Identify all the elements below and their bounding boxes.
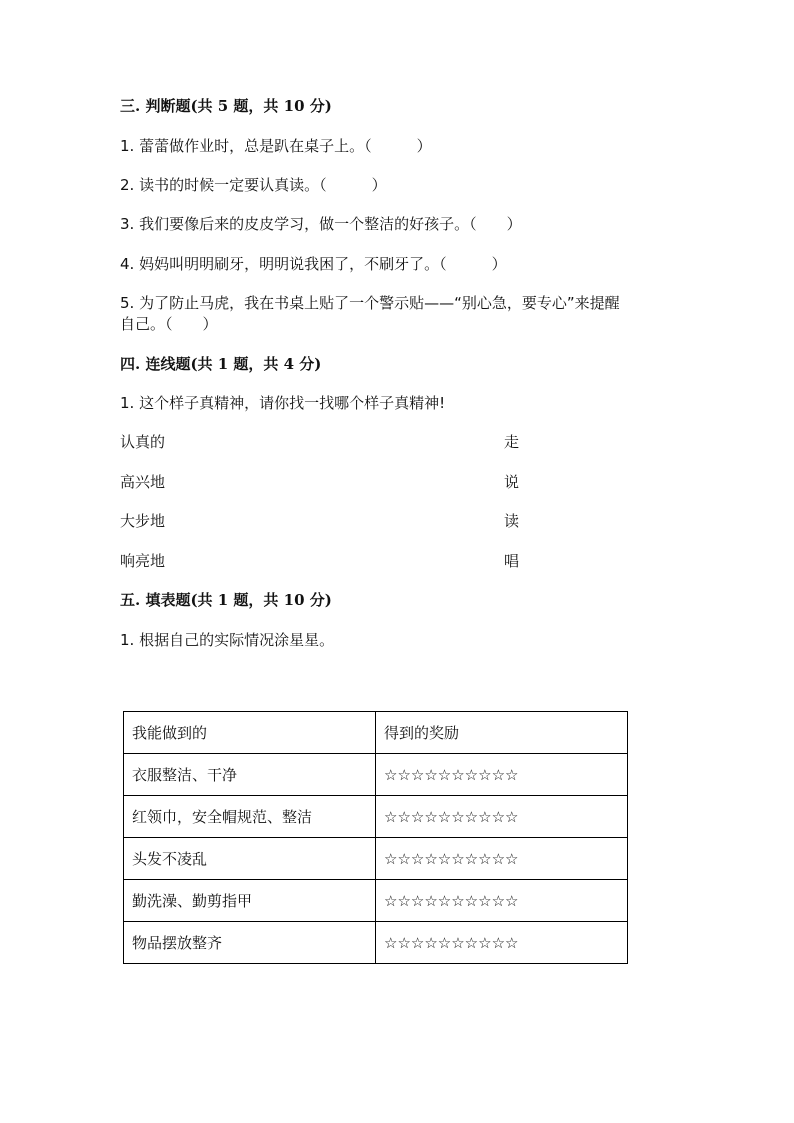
matching-left-item: 高兴地 [120,473,166,491]
matching-right-item: 读 [504,512,520,530]
table-cell-item: 衣服整洁、干净 [124,754,376,796]
judgment-question-5-line-2: 自己。（ ） [120,315,218,333]
matching-right-item: 说 [504,473,520,491]
table-cell-item: 物品摆放整齐 [124,922,376,964]
matching-left-item: 认真的 [120,433,166,451]
table-header-cell: 我能做到的 [124,712,376,754]
table-row [124,796,628,838]
matching-left-item: 大步地 [120,512,166,530]
table-cell-item: 头发不凌乱 [124,838,376,880]
judgment-question-1: 1. 蕾蕾做作业时，总是趴在桌子上。（ ） [120,137,432,155]
judgment-question-3: 3. 我们要像后来的皮皮学习，做一个整洁的好孩子。（ ） [120,215,522,233]
judgment-question-5-line-1: 5. 为了防止马虎，我在书桌上贴了一个警示贴——“别心急，要专心”来提醒 [120,294,620,312]
table-row [124,922,628,964]
matching-question-1: 1. 这个样子真精神，请你找一找哪个样子真精神! [120,394,446,412]
table-row [124,880,628,922]
section-3-heading: 三. 判断题(共 5 题，共 10 分) [120,97,332,115]
star-rating-cell: ☆☆☆☆☆☆☆☆☆☆ [376,838,628,880]
judgment-question-2: 2. 读书的时候一定要认真读。（ ） [120,176,387,194]
matching-right-item: 唱 [504,552,520,570]
star-rating-cell: ☆☆☆☆☆☆☆☆☆☆ [376,922,628,964]
judgment-question-4: 4. 妈妈叫明明刷牙，明明说我困了，不刷牙了。（ ） [120,255,507,273]
star-rating-cell: ☆☆☆☆☆☆☆☆☆☆ [376,754,628,796]
table-header-row [124,712,628,754]
reward-table [123,711,628,964]
table-header-cell: 得到的奖励 [376,712,628,754]
table-row [124,838,628,880]
table-cell-item: 勤洗澡、勤剪指甲 [124,880,376,922]
section-5-heading: 五. 填表题(共 1 题，共 10 分) [120,591,332,609]
section-4-heading: 四. 连线题(共 1 题，共 4 分) [120,355,322,373]
matching-right-item: 走 [504,433,520,451]
table-row [124,754,628,796]
star-rating-cell: ☆☆☆☆☆☆☆☆☆☆ [376,880,628,922]
matching-left-item: 响亮地 [120,552,166,570]
table-question-1: 1. 根据自己的实际情况涂星星。 [120,631,335,649]
star-rating-cell: ☆☆☆☆☆☆☆☆☆☆ [376,796,628,838]
table-cell-item: 红领巾，安全帽规范、整洁 [124,796,376,838]
